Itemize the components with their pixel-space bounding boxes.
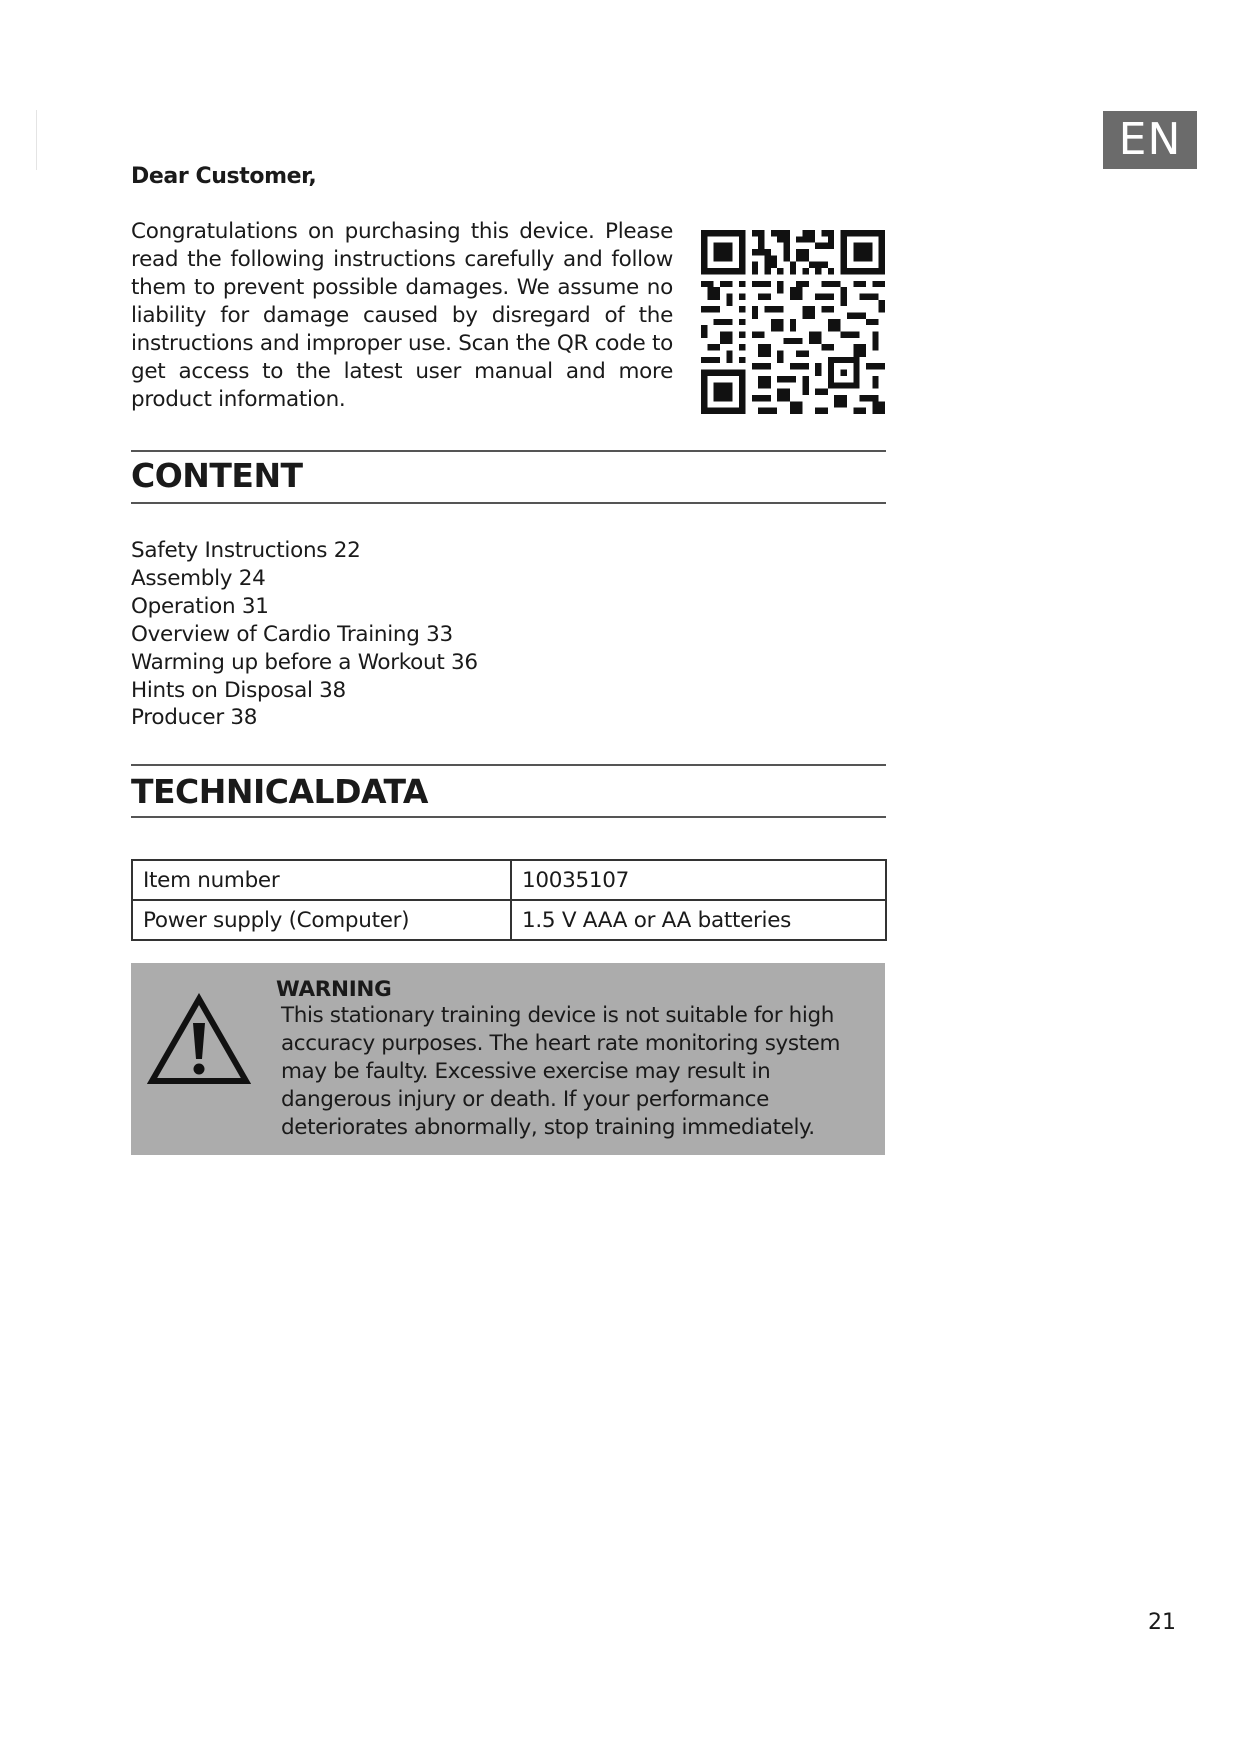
technical-data-heading: TECHNICALDATA	[131, 772, 428, 811]
warning-triangle-icon	[147, 993, 251, 1087]
table-of-contents	[131, 537, 478, 732]
spec-value: 1.5 V AAA or AA batteries	[511, 900, 886, 940]
technical-data-table	[131, 859, 887, 941]
page-edge-line	[36, 110, 37, 170]
toc-item[interactable]: Safety Instructions 22	[131, 538, 361, 563]
technical-data-bottom-rule	[131, 816, 886, 818]
table-row	[132, 900, 886, 940]
qr-code[interactable]	[701, 230, 885, 414]
toc-item[interactable]: Assembly 24	[131, 565, 266, 591]
language-badge: EN	[1103, 111, 1197, 169]
page-number: 21	[1148, 1610, 1176, 1635]
toc-item[interactable]: Hints on Disposal 38	[131, 677, 346, 703]
intro-paragraph: Congratulations on purchasing this device. Please read the following instructions carefully and follow them to prevent possible damages. We assume no liability for damage caused by disregard of the instructions and improper use. Scan the QR code to get access to the latest user manual and more product information.	[131, 219, 673, 412]
technical-data-top-rule	[131, 764, 886, 766]
content-heading: CONTENT	[131, 456, 303, 495]
toc-item[interactable]: Overview of Cardio Training 33	[131, 621, 453, 647]
toc-item[interactable]: Operation 31	[131, 593, 269, 619]
warning-title: WARNING	[276, 977, 392, 1002]
spec-label: Item number	[132, 860, 511, 900]
warning-text: This stationary training device is not suitable for high accuracy purposes. The heart rate monitoring system may be faulty. Excessive exercise may result in dangerous injury or death. If your performance deteriorates abnormally, stop training immediately.	[281, 1003, 841, 1140]
toc-item[interactable]: Producer 38	[131, 705, 258, 731]
content-top-rule	[131, 450, 886, 452]
spec-value: 10035107	[511, 860, 886, 900]
greeting: Dear Customer,	[131, 164, 317, 189]
table-row	[132, 860, 886, 900]
spec-label: Power supply (Computer)	[132, 900, 511, 940]
content-bottom-rule	[131, 502, 886, 504]
warning-box	[131, 963, 885, 1155]
toc-item[interactable]: Warming up before a Workout 36	[131, 649, 478, 675]
